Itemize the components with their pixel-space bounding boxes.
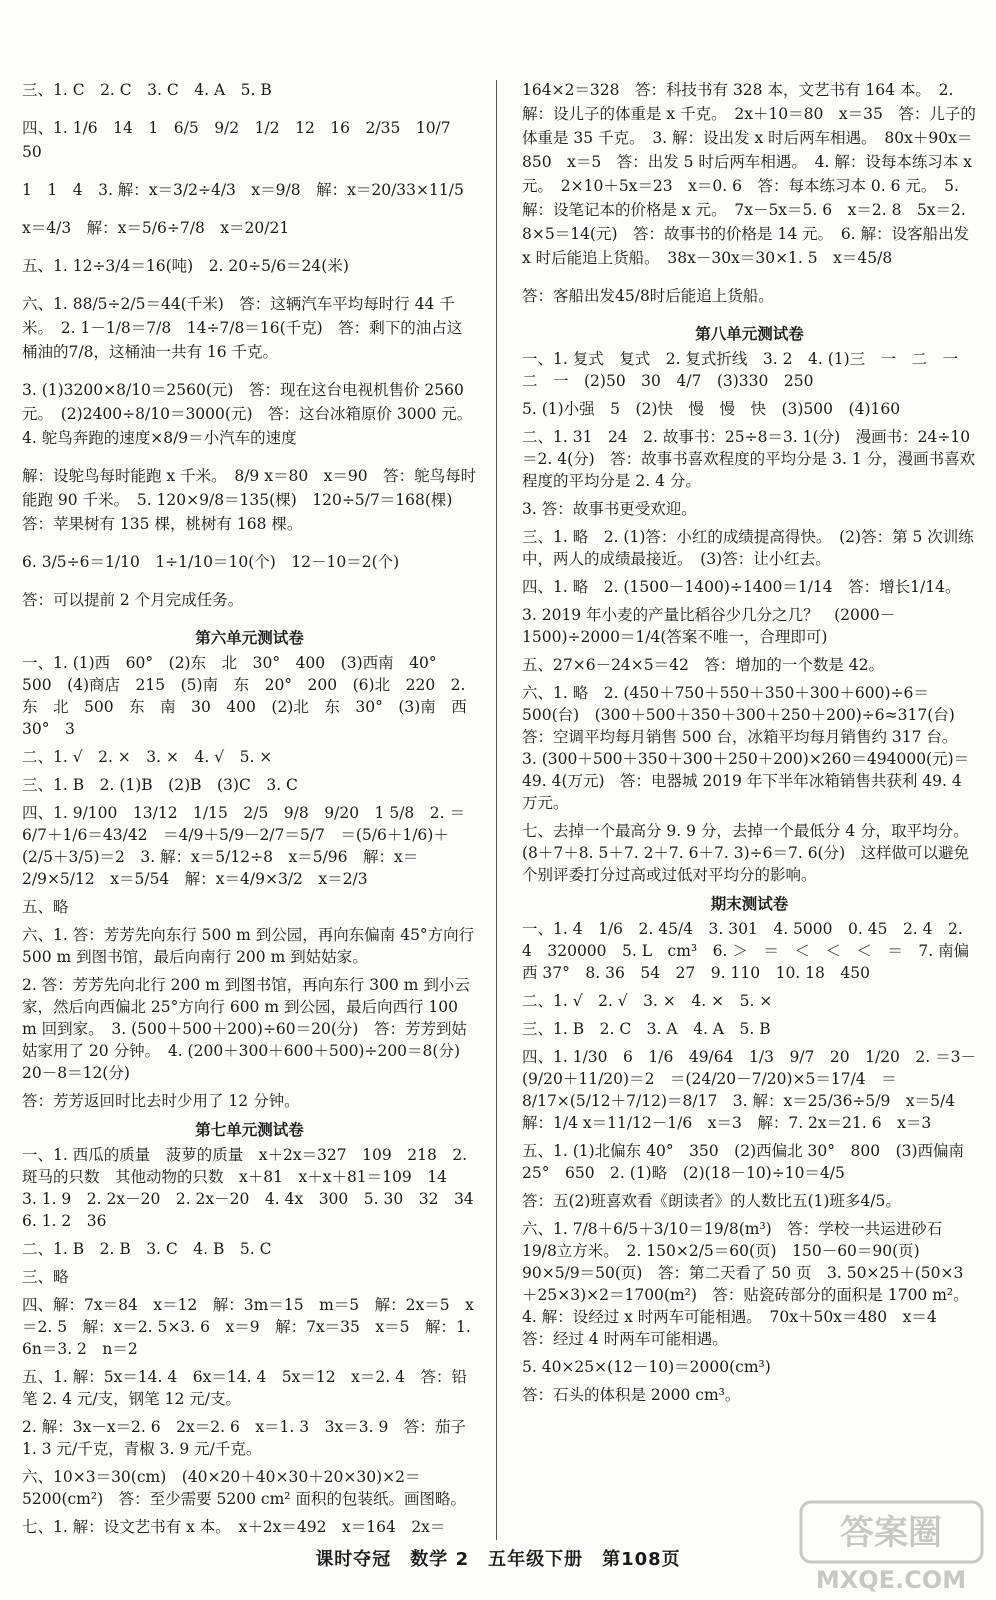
answer-line: 五、1. 12÷3/4＝16(吨) 2. 20÷5/6＝24(米) xyxy=(22,257,349,275)
watermark-logo xyxy=(799,1500,984,1595)
final-exam-answer-lines xyxy=(522,918,977,1406)
answer-line: 六、1. 88/5÷2/5＝44(千米) 答：这辆汽车平均每时行 44 千米。 2. 1－1/8＝7/8 14÷7/8＝16(千克) 答：剩下的油占这桶油的7/8，这桶油一共有 16 千克。 xyxy=(22,295,463,361)
answer-line: 五、1. (1)北偏东 40° 350 (2)西偏北 30° 800 (3)西偏南 25° 650 2. (1)略 (2)(18－10)÷10＝4/5 xyxy=(522,1142,969,1182)
answer-line: 3. 2019 年小麦的产量比稻谷少几分之几？ (2000－1500)÷2000＝1/4(答案不唯一，合理即可) xyxy=(522,606,896,646)
answer-line: 三、1. B 2. (1)B (2)B (3)C 3. C xyxy=(22,776,298,794)
answer-line: x＝4/3 解：x＝5/6÷7/8 x＝20/21 xyxy=(22,219,290,237)
answer-line: 七、去掉一个最高分 9. 9 分，去掉一个最低分 4 分，取平均分。 (8＋7＋8. 5＋7. 2＋7. 6＋7. 3)÷6＝7. 6(分) 这样做可以避免个别评委打分过高或过低对平均分的影响。 xyxy=(522,822,977,884)
answer-line: 3. 答：故事书更受欢迎。 xyxy=(522,500,697,518)
answer-line: 5. 40×25×(12－10)＝2000(cm³) xyxy=(522,1358,771,1376)
answer-line: 答：芳芳返回时比去时少用了 12 分钟。 xyxy=(22,1092,300,1110)
answer-line: 1 1 4 3. 解：x＝3/2÷4/3 x＝9/8 解：x＝20/33×11/5 xyxy=(22,181,464,199)
answer-line: 5. (1)小强 5 (2)快 慢 慢 快 (3)500 (4)160 xyxy=(522,400,901,418)
answer-line: 一、1. (1)西 60° (2)东 北 30° 400 (3)西南 40° 500 (4)商店 215 (5)南 东 20° 200 (6)北 220 2. 东 北 500 东 南 30 400 (2)北 东 30° (3)南 西 30° 3 xyxy=(22,654,483,738)
unit8-answer-lines xyxy=(522,348,977,886)
answer-line: 6. 3/5÷6＝1/10 1÷1/10＝10(个) 12－10＝2(个) xyxy=(22,553,400,571)
answer-line: 二、1. B 2. B 3. C 4. B 5. C xyxy=(22,1240,272,1258)
answer-line: 四、1. 1/6 14 1 6/5 9/2 1/2 12 16 2/35 10/7 50 xyxy=(22,119,467,161)
unit8-heading: 第八单元测试卷 xyxy=(695,325,804,343)
answer-line: 三、1. B 2. C 3. A 4. A 5. B xyxy=(522,1020,771,1038)
answer-line: 五、1. 解：5x＝14. 4 6x＝14. 4 5x＝12 x＝2. 4 答：铅笔 2. 4 元/支，钢笔 12 元/支。 xyxy=(22,1368,467,1408)
answer-line: 2. 答：芳芳先向北行 200 m 到图书馆，再向东行 300 m 到小云家，然后向西偏北 25°方向行 600 m 到公园，最后向西行 100 m 回到家。 3. (500＋500＋200)÷60＝20(分) 答：芳芳到姑姑家用了 20 分钟。 4. (200＋300＋600＋500)÷200＝8(分) 20－8＝12(分) xyxy=(22,976,476,1082)
answer-line: 六、1. 7/8＋6/5＋3/10＝19/8(m³) 答：学校一共运进砂石19/8立方米。 2. 150×2/5＝60(页) 150－60＝90(页) 90×5/9＝50(页) 答：第二天看了 50 页 3. 50×25＋(50×3＋25×3)×2＝1700(m²) 答：贴瓷砖部分的面积是 1700 m²。 4. 解：设经过 x 时两车可能相遇。 70x＋50x＝480 x＝4 答：经过 4 时两车可能相遇。 xyxy=(522,1220,977,1348)
right-column xyxy=(522,78,977,1412)
answer-line: 3. (1)3200×8/10＝2560(元) 答：现在这台电视机售价 2560 元。 (2)2400÷8/10＝3000(元) 答：这台冰箱原价 3000 元。 4. 鸵鸟奔跑的速度×8/9＝小汽车的速度 xyxy=(22,381,481,447)
unit7-answer-lines xyxy=(22,1144,490,1538)
column-divider xyxy=(496,80,497,1540)
answer-line: 答：石头的体积是 2000 cm³。 xyxy=(522,1386,741,1404)
page-footer: 课时夺冠 数学 2 五年级下册 第108页 xyxy=(315,1549,681,1570)
answer-line: 四、1. 略 2. (1500－1400)÷1400＝1/14 答：增长1/14。 xyxy=(522,578,961,596)
left-column xyxy=(22,78,490,1544)
answer-line: 三、1. 略 2. (1)答：小红的成绩提高得快。 (2)答：第 5 次训练中，两人的成绩最接近。 (3)答：让小红去。 xyxy=(522,528,974,568)
unit6-answer-lines xyxy=(22,652,483,1112)
answer-line: 五、27×6－24×5＝42 答：增加的一个数是 42。 xyxy=(522,656,885,674)
answer-line: 六、10×3＝30(cm) (40×20＋40×30＋20×30)×2＝5200(cm²) 答：至少需要 5200 cm² 面积的包装纸。画图略。 xyxy=(22,1468,466,1508)
answer-line: 答：可以提前 2 个月完成任务。 xyxy=(22,591,244,609)
answer-line: 四、1. 9/100 13/12 1/15 2/5 9/8 9/20 1 5/8 2. ＝6/7＋1/6＝43/42 ＝4/9＋5/9－2/7＝5/7 ＝(5/6＋1/6)＋(2/5＋3/5)＝2 3. 解：x＝5/12÷8 x＝5/96 解：x＝2/9×5/12 x＝5/54 解：x＝4/9×3/2 x＝2/3 xyxy=(22,804,466,888)
watermark-title: 答案圈 xyxy=(840,1513,942,1553)
watermark-url: MXQE.COM xyxy=(815,1566,967,1594)
left-answer-lines xyxy=(22,78,481,612)
final-exam-heading: 期末测试卷 xyxy=(710,895,789,913)
answer-line: 二、1. √ 2. × 3. × 4. √ 5. × xyxy=(22,748,273,766)
answer-line: 七、1. 解：设文艺书有 x 本。 x＋2x＝492 x＝164 2x＝ xyxy=(22,1518,446,1536)
answer-line: 一、1. 西瓜的质量 菠萝的质量 x＋2x＝327 109 218 2. 斑马的只数 其他动物的只数 x＋81 x＋x＋81＝109 14 3. 1. 9 2. 2x－20 2. 2x－20 4. 4x 300 5. 30 32 34 6. 1. 2 36 xyxy=(22,1146,490,1230)
answer-line: 一、1. 复式 复式 2. 复式折线 3. 2 4. (1)三 一 二 一 二 一 (2)50 30 4/7 (3)330 250 xyxy=(522,350,974,390)
answer-line: 二、1. 31 24 2. 故事书：25÷8＝3. 1(分) 漫画书：24÷10＝2. 4(分) 答：故事书喜欢程度的平均分是 3. 1 分，漫画书喜欢程度的平均分是 2. 4 分。 xyxy=(522,428,976,490)
answer-line: 三、1. C 2. C 3. C 4. A 5. B xyxy=(22,81,272,99)
answer-line: 二、1. √ 2. √ 3. × 4. × 5. × xyxy=(522,992,773,1010)
answer-line: 164×2＝328 答：科技书有 328 本，文艺书有 164 本。 2. 解：设儿子的体重是 x 千克。 2x＋10＝80 x＝35 答：儿子的体重是 35 千克。 3. 解：设出发 x 时后两车相遇。 80x＋90x＝850 x＝5 答：出发 5 时后两车相遇。 4. 解：设每本练习本 x 元。 2×10＋5x＝23 x＝0. 6 答：每本练习本 0. 6 元。 5. 解：设笔记本的价格是 x 元。 7x－5x＝5. 6 x＝2. 8 5x＝2. 8×5＝14(元) 答：故事书的价格是 14 元。 6. 解：设客船出发 x 时后能追上货船。 38x－30x＝30×1. 5 x＝45/8 xyxy=(522,81,977,267)
unit7-heading: 第七单元测试卷 xyxy=(195,1121,304,1139)
answer-line: 四、1. 1/30 6 1/6 49/64 1/3 9/7 20 1/20 2. ＝3－(9/20＋11/20)＝2 ＝(24/20－7/20)×5＝17/4 ＝8/17×(5/12＋7/12)＝8/17 3. 解：x＝25/36÷5/9 x＝5/4 解：1/4 x＝11/12－1/6 x＝3 解：7. 2x＝21. 6 x＝3 xyxy=(522,1048,976,1132)
unit6-heading: 第六单元测试卷 xyxy=(195,629,304,647)
answer-line: 答：五(2)班喜欢看《朗读者》的人数比五(1)班多4/5。 xyxy=(522,1192,901,1210)
answer-line: 解：设鸵鸟每时能跑 x 千米。 8/9 x＝80 x＝90 答：鸵鸟每时能跑 90 千米。 5. 120×9/8＝135(棵) 120÷5/7＝168(棵) 答：苹果树有 135 棵，桃树有 168 棵。 xyxy=(22,467,477,533)
answer-line: 四、解：7x＝84 x＝12 解：3m＝15 m＝5 解：2x＝5 x＝2. 5 解：x＝2. 5×3. 6 x＝9 解：7x＝35 x＝5 解：1. 6n＝3. 2 n＝2 xyxy=(22,1296,476,1358)
answer-line: 答：客船出发45/8时后能追上货船。 xyxy=(522,287,774,305)
answer-line: 五、略 xyxy=(22,898,69,916)
right-answer-lines xyxy=(522,78,977,308)
answer-line: 2. 解：3x－x＝2. 6 2x＝2. 6 x＝1. 3 3x＝3. 9 答：茄子 1. 3 元/千克，青椒 3. 9 元/千克。 xyxy=(22,1418,471,1458)
answer-line: 一、1. 4 1/6 2. 45/4 3. 301 4. 5000 0. 45 2. 4 2. 4 320000 5. L cm³ 6. ＞ ＝ ＜ ＜ ＜ ＝ 7. 南偏西 37° 8. 36 54 27 9. 110 10. 18 450 xyxy=(522,920,970,982)
answer-line: 六、1. 答：芳芳先向东行 500 m 到公园，再向东偏南 45°方向行 500 m 到图书馆，最后向南行 200 m 到姑姑家。 xyxy=(22,926,480,966)
answer-line: 六、1. 略 2. (450＋750＋550＋350＋300＋600)÷6＝500(台) (300＋500＋350＋300＋250＋200)÷6≈317(台) 答：空调平均每月销售 500 台，冰箱平均每月销售约 317 台。 3. (300＋500＋350＋300＋250＋200)×260＝494000(元)＝49. 4(万元) 答：电器城 2019 年下半年冰箱销售共获利 49. 4 万元。 xyxy=(522,684,971,812)
answer-line: 三、略 xyxy=(22,1268,69,1286)
